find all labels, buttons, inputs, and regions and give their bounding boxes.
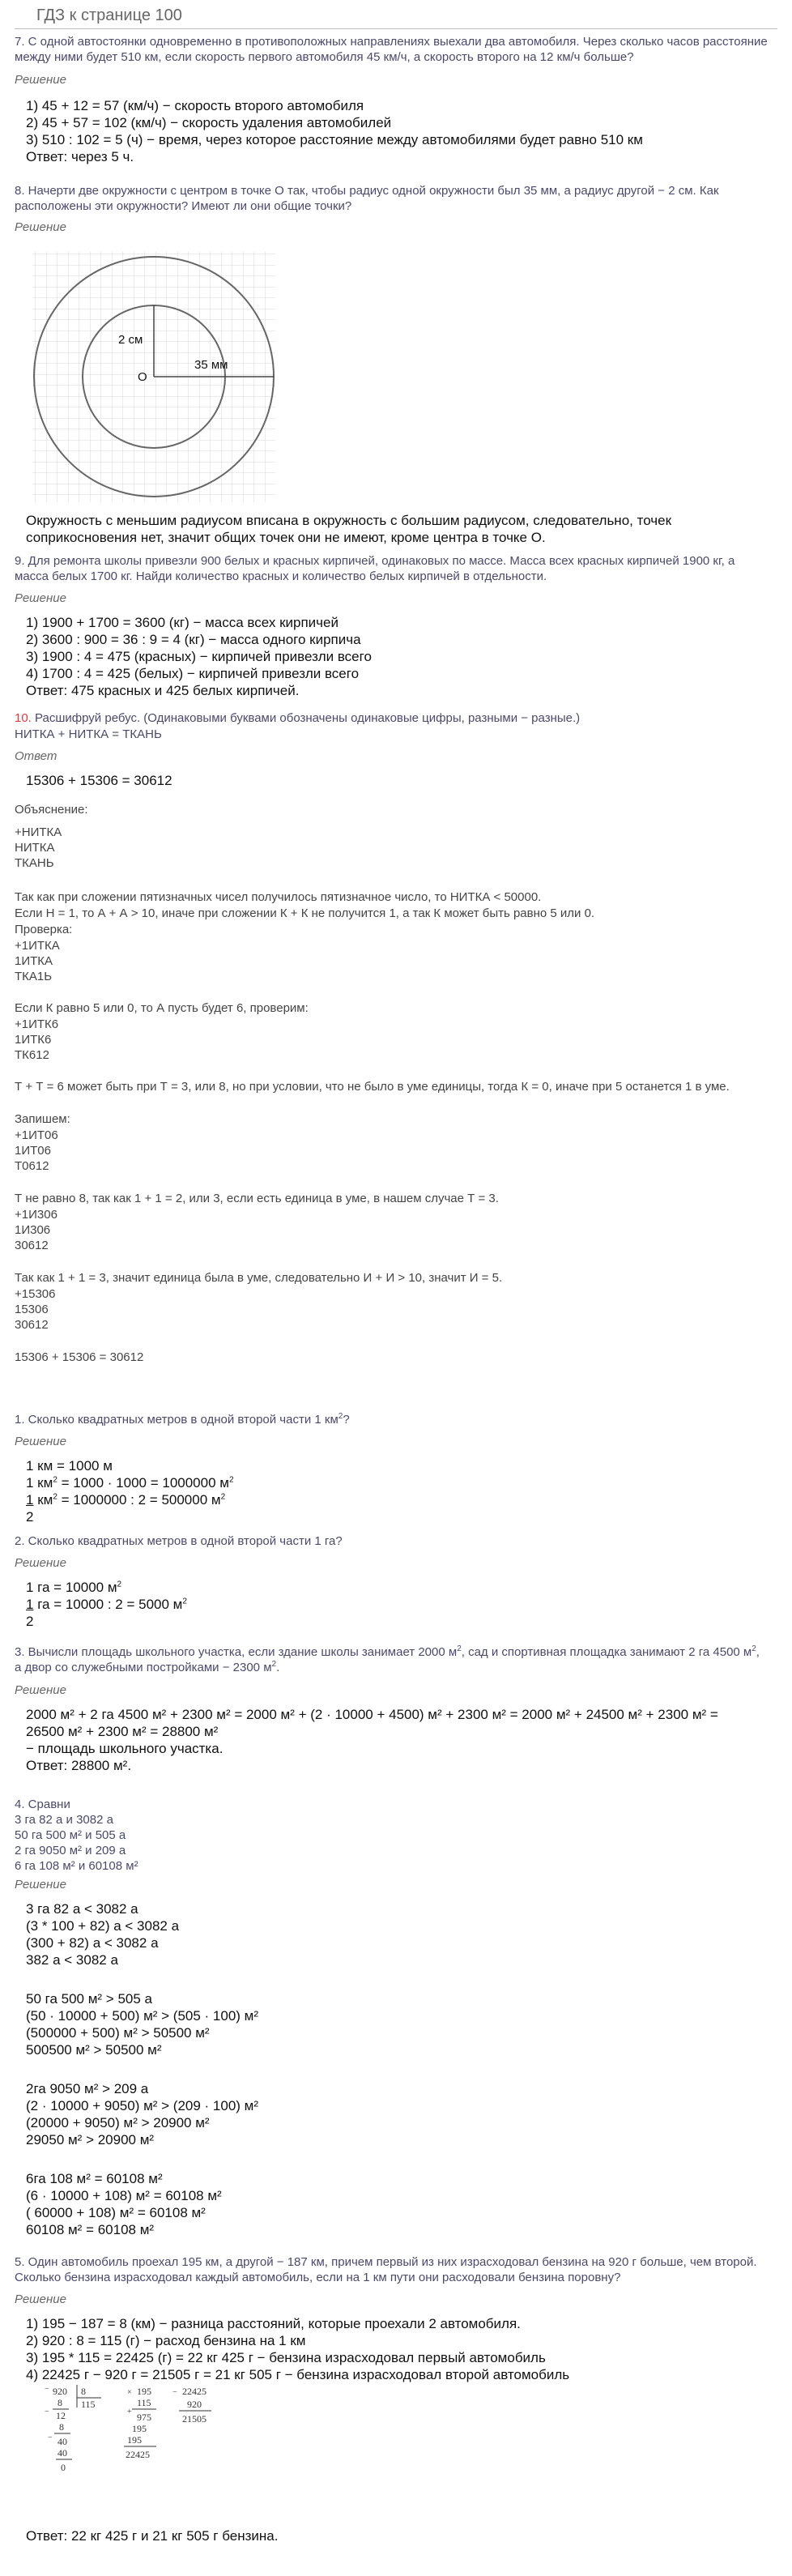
mul-p3: 195 [127,2434,142,2446]
svg-text:−: − [45,2385,49,2394]
task7-line: Ответ: через 5 ч. [26,149,134,164]
task10-para: Так как при сложении пятизначных чисел получилось пятизначное число, то НИТКА < 50000. [15,890,542,904]
task9-question: 9. Для ремонта школы привезли 900 белых и красных кирпичей, одинаковых по массе. Масса всех красных кирпичей 1900 кг, а масса белых 1700 кг. Найди количество красных и количество белых кирпичей в отдельности. [15,554,735,583]
q3-solution-label: Решение [15,1683,66,1697]
q3-question: 3. Вычисли площадь школьного участка, если здание школы занимает 2000 $м^2$, сад и спортивная площадка занимают 2 га 4500 $м^2$, а двор со служебными постройками − 2300 $м^2$. [15,1644,760,1674]
task8-question: 8. Начерти две окружности с центром в точке О так, чтобы радиус одной окружности был 35 мм, а радиус другой − 2 см. Как расположены эти окружности? Имеют ли они общие точки? [15,184,719,213]
rebus-block-3 [15,1017,58,1063]
task9-line: 2) 3600 : 900 = 36 : 9 = 4 (кг) − масса одного кирпича [26,632,361,647]
q4-item: 50 га 500 м² и 505 а [15,1828,126,1842]
q1-question-text: 1. Сколько квадратных метров в одной второй части 1 км [15,1413,339,1427]
rebus-block-6 [15,1286,55,1333]
q3-line: Ответ: 28800 м². [26,1758,132,1773]
q1-line: 1 $км^2 = 1000000$ : 2 = 500000 $м^2$ [26,1492,226,1508]
q1-question [15,1412,350,1427]
task10-text: Расшифруй ребус. (Одинаковыми буквами обозначены одинаковые цифры, разными − разные.) [35,711,581,725]
q5-answer: Ответ: 22 кг 425 г и 21 кг 505 г бензина. [26,2528,279,2544]
rebus-line: 15306 [15,1303,49,1316]
label-large-radius: 35 мм [194,358,228,372]
div-sub2: 8 [59,2421,64,2433]
task7-solution [26,97,643,165]
rebus-block-2 [15,938,60,984]
label-small-radius: 2 см [118,333,143,347]
rebus-line: Т0612 [15,1159,49,1173]
task10-final: 15306 + 15306 = 30612 [15,1350,144,1364]
q4-item: 3 га 82 а и 3082 а [15,1813,113,1827]
q2-line: 1 га = 10000 : 2 = 5000 $м^2$ [26,1597,187,1612]
rebus-line: +15306 [15,1287,56,1301]
page-title: ГДЗ к странице 100 [36,6,182,24]
rebus-line: +1ИТ06 [15,1128,58,1142]
task7-line: 3) 510 : 102 = 5 (ч) − время, через которое расстояние между автомобилями будет равно 510 км [26,132,643,147]
task7-line: 2) 45 + 57 = 102 (км/ч) − скорость удаления автомобилей [26,115,392,130]
task9-line: Ответ: 475 красных и 425 белых кирпичей. [26,683,300,698]
rebus-line: 30612 [15,1239,49,1252]
task10-rebus: НИТКА + НИТКА = ТКАНЬ [15,727,162,741]
task10-explanation-title: Объяснение: [15,803,88,817]
rebus-line: ТКАНЬ [15,856,54,870]
q4-group-1: 3 га 82 а < 3082 а (3 * 100 + 82) а < 3082 а (300 + 82) а < 3082 а 382 а < 3082 а [26,1901,180,1968]
rebus-line: ТКА1Ь [15,970,53,983]
task7-line: 1) 45 + 12 = 57 (км/ч) − скорость второго автомобиля [26,98,364,113]
mul-result: 22425 [126,2449,150,2460]
q4-item: 2 га 9050 м² и 209 а [15,1844,126,1857]
q1-line: 2 [26,1509,34,1525]
q2-line: 2 [26,1614,34,1629]
q4-solution-label: Решение [15,1878,66,1891]
div-sub3: 40 [57,2447,67,2459]
rebus-line: +1И306 [15,1208,57,1222]
rebus-block-1 [15,825,62,871]
rebus-block-5 [15,1207,57,1253]
rebus-line: 1ИТ06 [15,1144,51,1158]
rebus-line: ТК612 [15,1048,49,1062]
q2-question: 2. Сколько квадратных метров в одной второй части 1 га? [15,1534,343,1548]
header-divider [15,28,777,29]
q2-line: 1 га = 10000 $м^2$ [26,1580,122,1595]
svg-text:−: − [172,2388,177,2397]
q1-sup: 2 [338,1412,343,1421]
task9-line: 3) 1900 : 4 = 475 (красных) − кирпичей привезли всего [26,649,372,664]
q4-question [15,1797,138,1874]
rebus-block-4 [15,1128,58,1174]
mul-b: 115 [137,2397,151,2408]
task10-answer-label: Ответ [15,749,57,763]
q1-line: 1 $км^2 = 1000 \cdot 1000 = 1000000$ $м^2$ [26,1475,234,1491]
sub-result: 21505 [182,2413,207,2425]
label-center: О [138,370,147,384]
task10-para: Если Н = 1, то А + А > 10, иначе при сложении К + К не получится 1, а так К может быть равно 5 или 0. [15,906,595,920]
q3-solution [26,1706,771,1774]
svg-text:−: − [48,2433,53,2442]
task10-para: Если К равно 5 или 0, то А пусть будет 6, проверим: [15,1001,309,1015]
task7-solution-label: Решение [15,73,66,87]
task8-solution-label: Решение [15,220,66,234]
rebus-line: НИТКА [15,841,55,855]
task9-line: 1) 1900 + 1700 = 3600 (кг) − масса всех кирпичей [26,615,339,630]
rebus-line: 30612 [15,1318,49,1332]
circles-diagram [24,243,283,510]
task10-para: Т не равно 8, так как 1 + 1 = 2, или 3, если есть единица в уме, в нашем случае Т = 3. [15,1192,499,1205]
q4-group-2: 50 га 500 м² > 505 а (50 · 10000 + 500) м² > (505 · 100) м² (500000 + 500) м² > 50500 м² 500500 м² > 50500 м² [26,1991,259,2058]
div-sub: 8 [57,2397,62,2408]
svg-text:−: − [45,2408,49,2416]
task8-answer: Окружность с меньшим радиусом вписана в окружность с большим радиусом, следовательно, точек соприкосновения нет, значит общих точек они не имеют, кроме центра в точке О. [26,513,672,545]
q1-line: 1 км = 1000 м [26,1458,113,1474]
div-zero: 0 [61,2462,66,2473]
q3-line: 26500 м² + 2300 м² = 28800 м² [26,1724,219,1739]
q3-line: 2000 м² + 2 га 4500 м² + 2300 м² = 2000 м² + (2 · 10000 + 4500) м² + 2300 м² = 2000 м² + 24500 м² + 2300 м² = [26,1707,718,1722]
q1-solution [26,1457,234,1525]
q1-qmark: ? [343,1413,350,1427]
rebus-line: 1ИТКА [15,954,53,968]
div-quotient: 115 [81,2399,96,2410]
sub-a: 22425 [182,2386,207,2397]
q5-question: 5. Один автомобиль проехал 195 км, а другой − 187 км, причем первый из них израсходовал бензина на 920 г больше, чем второй. Сколько бензина израсходовал каждый автомобиль, если на 1 км пути они расходовали бензина поровну? [15,2255,757,2284]
q2-solution [26,1579,187,1630]
div-dividend: 920 [53,2386,67,2397]
q4-group-3: 2га 9050 м² > 209 а (2 · 10000 + 9050) м² > (209 · 100) м² (20000 + 9050) м² > 20900 м² 29050 м² > 20900 м² [26,2081,259,2147]
mul-a: 195 [137,2386,151,2397]
task10-para: Так как 1 + 1 = 3, значит единица была в уме, следовательно И + И > 10, значит И = 5. [15,1271,503,1285]
div-divisor: 8 [81,2386,86,2397]
q4-title: 4. Сравни [15,1798,70,1811]
task10-question [15,710,768,726]
q5-solution-label: Решение [15,2292,66,2306]
task9-line: 4) 1700 : 4 = 425 (белых) − кирпичей привезли всего [26,666,360,681]
q4-group-4: 6га 108 м² = 60108 м² (6 · 10000 + 108) м² = 60108 м² ( 60000 + 108) м² = 60108 м² 60108 м² = 60108 м² [26,2171,222,2237]
task10-check-title: Проверка: [15,923,73,936]
div-rem2: 40 [57,2436,67,2447]
mul-p2: 195 [132,2423,147,2434]
column-calculations [36,2383,231,2497]
div-rem1: 12 [56,2410,66,2421]
q2-solution-label: Решение [15,1556,66,1570]
rebus-line: +1ИТКА [15,939,60,953]
task9-solution [26,614,372,699]
task10-write-title: Запишем: [15,1112,70,1126]
task7-question: 7. С одной автостоянки одновременно в противоположных направлениях выехали два автомобиля. Через сколько часов расстояние между ними будет 510 км, если скорость первого автомобиля 45 км/ч, а скорость второго на 12 км/ч больше? [15,35,768,64]
svg-text:+: + [127,2408,132,2416]
task9-solution-label: Решение [15,591,66,605]
rebus-line: 1ИТК6 [15,1033,52,1047]
svg-text:×: × [127,2388,132,2397]
q4-item: 6 га 108 м² и 60108 м² [15,1859,138,1873]
task10-answer: 15306 + 15306 = 30612 [26,773,172,788]
task10-para: Т + Т = 6 может быть при Т = 3, или 8, но при условии, что не было в уме единицы, тогда К = 0, иначе при 5 останется 1 в уме. [15,1080,730,1094]
rebus-line: +1ИТК6 [15,1017,59,1031]
sub-b: 920 [187,2399,202,2410]
q5-solution: 1) 195 − 187 = 8 (км) − разница расстояний, которые проехали 2 автомобиля. 2) 920 : 8 = 115 (г) − расход бензина на 1 км 3) 195 * 115 = 22425 (г) = 22 кг 425 г − бензина израсходовал первый автомобиль 4) 22425 г − 920 г = 21505 г = 21 кг 505 г − бензина израсходовал второй автомобиль [26,2316,570,2382]
q1-solution-label: Решение [15,1435,66,1448]
q3-line: − площадь школьного участка. [26,1741,224,1756]
mul-p1: 975 [137,2412,151,2423]
rebus-line: 1И306 [15,1223,51,1237]
task10-number: 10. [15,711,32,725]
rebus-line: +НИТКА [15,825,62,839]
